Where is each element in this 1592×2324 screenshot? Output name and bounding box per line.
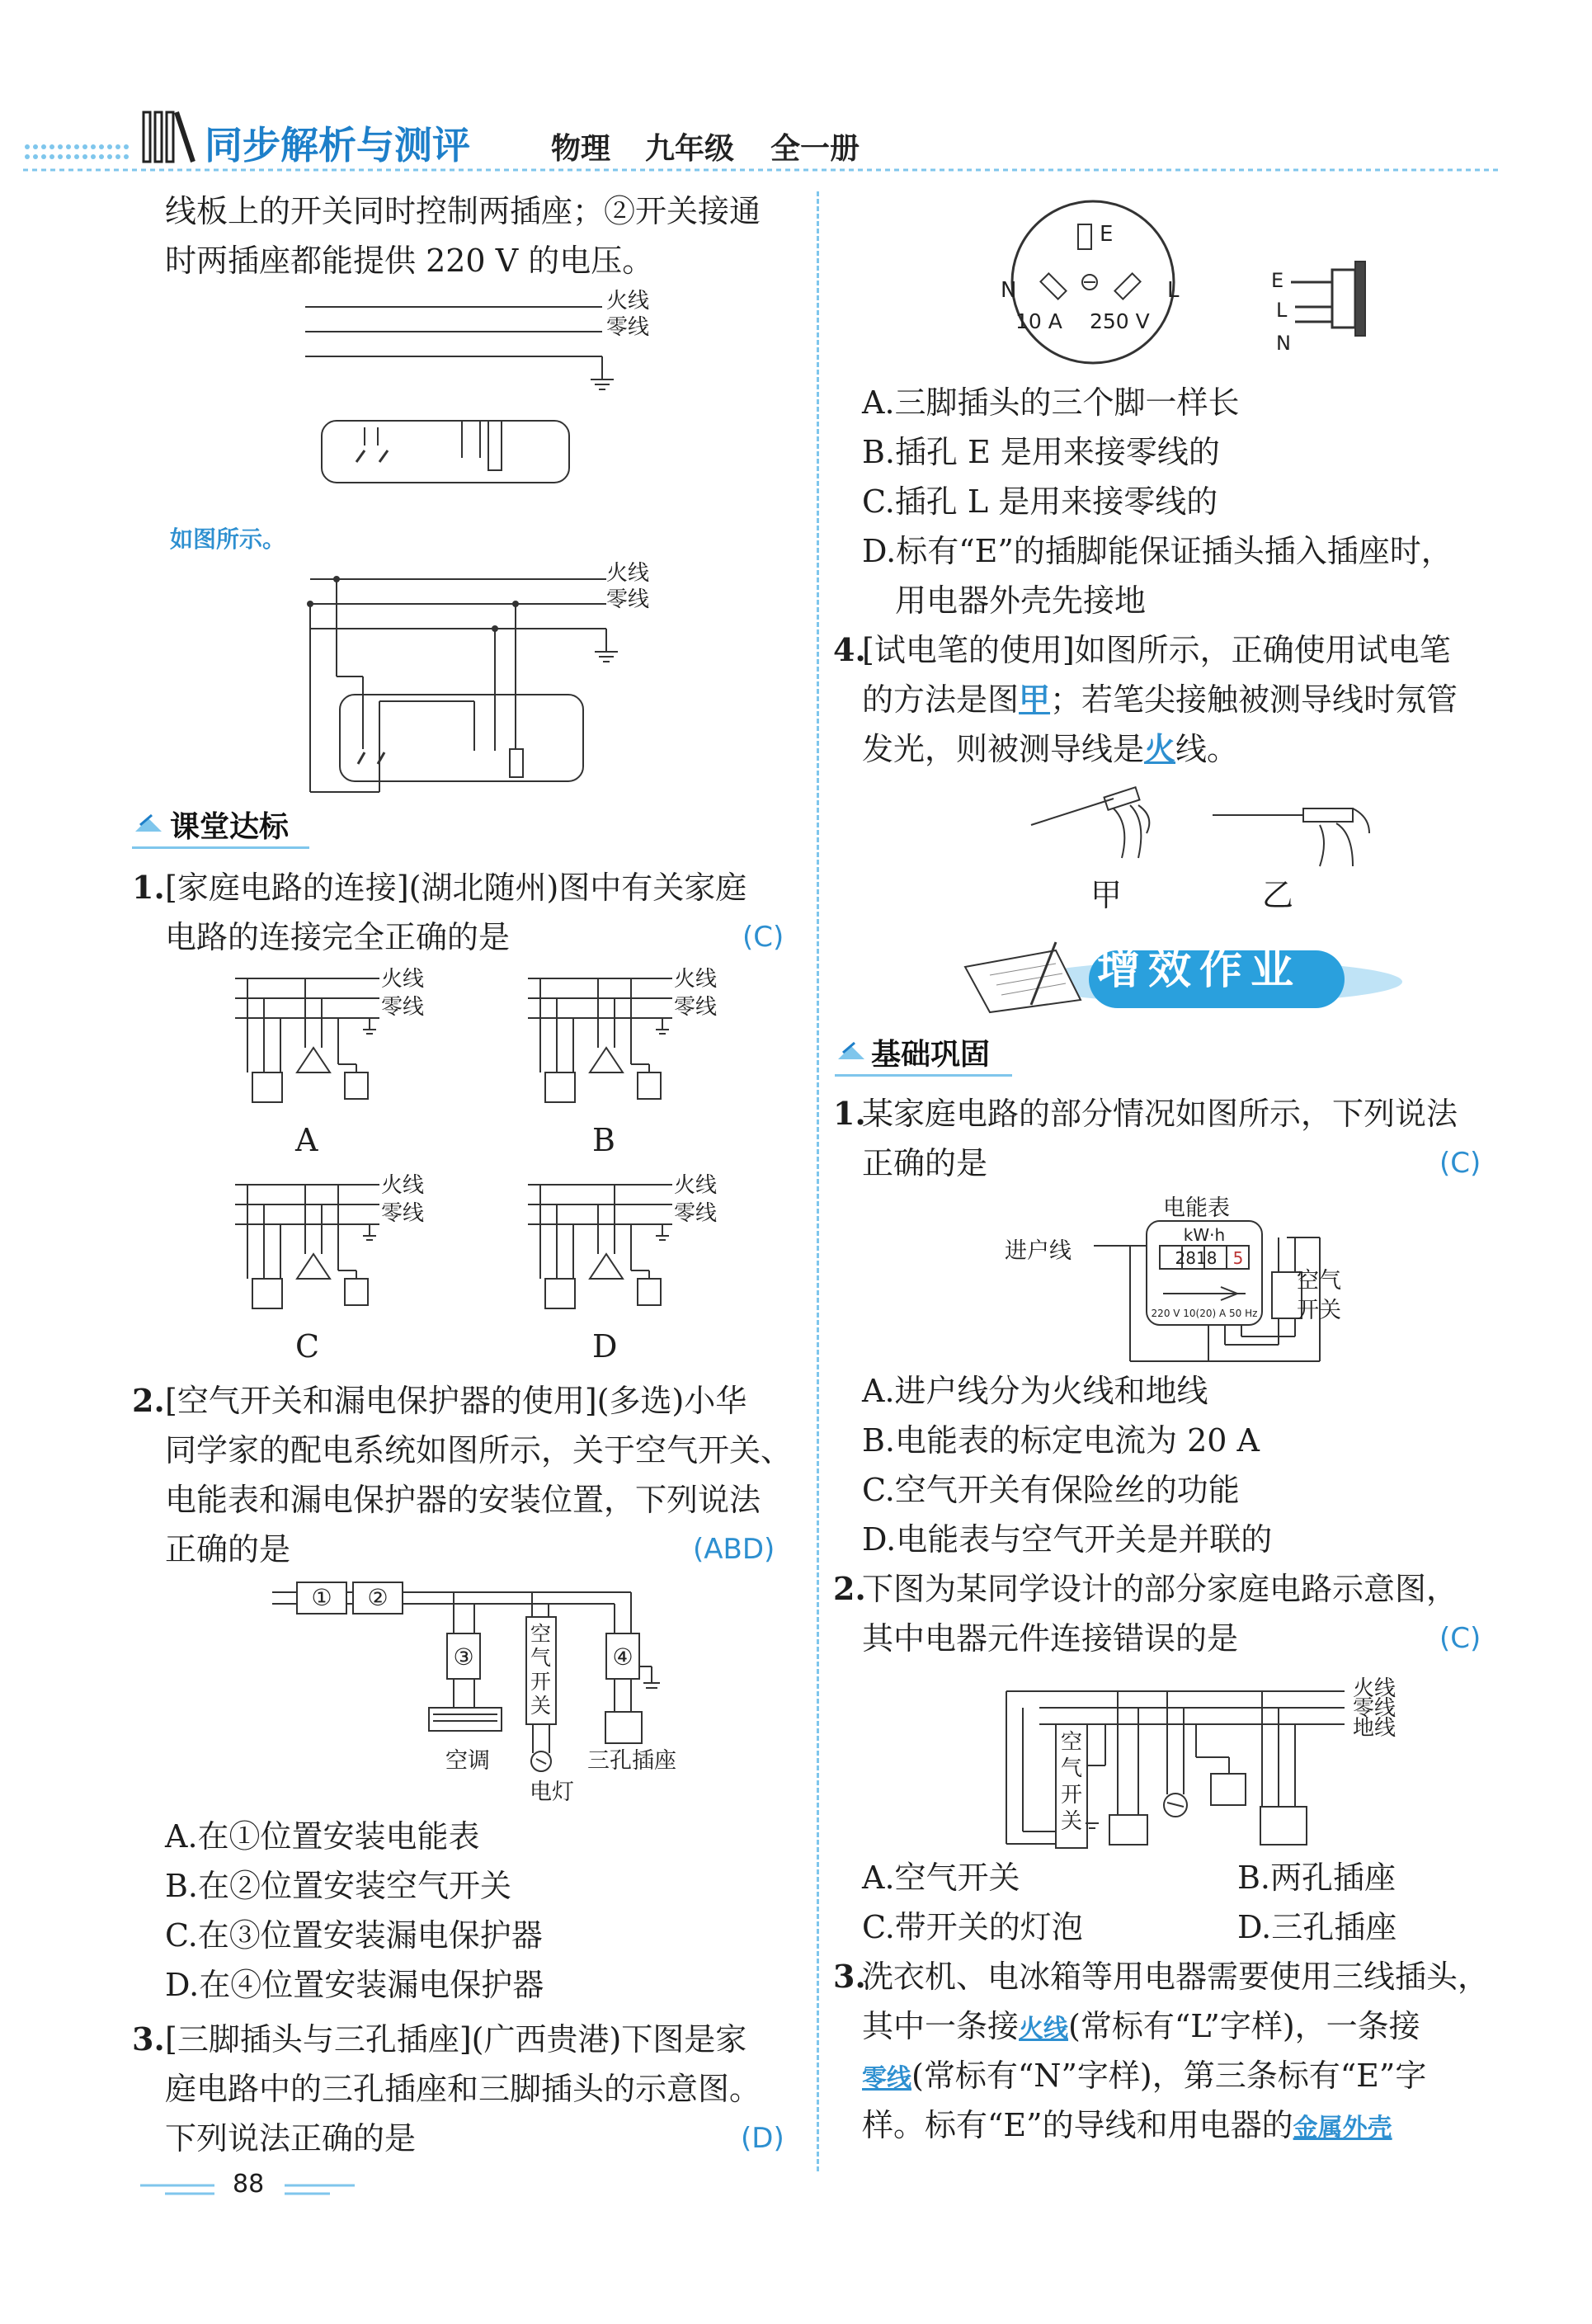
rq3-number: 3. <box>833 1958 866 1995</box>
q3-line-1: [三脚插头与三孔插座](广西贵港)下图是家 <box>165 2021 747 2058</box>
q2-slot-2: ② <box>367 1584 389 1611</box>
q2-line-1: [空气开关和漏电保护器的使用](多选)小华 <box>165 1383 747 1419</box>
q4-caption-yi: 乙 <box>1262 877 1294 913</box>
q4-answer-2: 火 <box>1144 730 1176 767</box>
q1-label-c: C <box>295 1328 320 1365</box>
q2-option-b: B.在②位置安装空气开关 <box>165 1868 512 1904</box>
socket-n-label: N <box>1001 278 1017 303</box>
q2-line-2: 同学家的配电系统如图所示，关于空气开关、 <box>165 1432 793 1468</box>
rq1-meter-digits: 2818 <box>1175 1248 1218 1268</box>
q2-option-c: C.在③位置安装漏电保护器 <box>165 1917 543 1954</box>
book-title: 同步解析与测评 <box>205 123 470 167</box>
q1c-zero-label: 零线 <box>381 1201 425 1226</box>
socket-e-label: E <box>1100 222 1114 247</box>
q3-number: 3. <box>132 2020 165 2058</box>
q4-line-3b: 线。 <box>1175 731 1239 767</box>
socket-plug-diagram <box>986 191 1398 373</box>
rq2-circuit-diagram <box>990 1675 1353 1864</box>
plug-n-label: N <box>1276 332 1291 355</box>
rq1-meter-unit: kW·h <box>1183 1225 1226 1245</box>
q4-number: 4. <box>833 631 866 668</box>
banner-title: 增效作业 <box>1097 945 1302 994</box>
rq3-line-4 <box>862 2100 1392 2153</box>
book-section-icon-2 <box>835 1035 871 1068</box>
q2-slot-3: ③ <box>453 1643 474 1671</box>
rq1-meter-spec: 220 V 10(20) A 50 Hz <box>1151 1308 1258 1319</box>
q2-line-4: 正确的是 <box>165 1531 291 1567</box>
intro-line-1: 线板上的开关同时控制两插座；②开关接通 <box>165 193 761 229</box>
rq1-inlet-label: 进户线 <box>1005 1238 1072 1264</box>
rq2-fire-label: 火线 <box>1353 1676 1397 1701</box>
rq3-line-2 <box>862 2001 1420 2054</box>
grade: 九年级 <box>645 132 735 166</box>
q3-option-a: A.三脚插头的三个脚一样长 <box>862 384 1240 421</box>
rq2-line-1: 下图为某同学设计的部分家庭电路示意图， <box>862 1571 1458 1607</box>
page-number: 88 <box>233 2170 265 2199</box>
section-underline <box>132 846 309 849</box>
q2-distribution-diagram <box>264 1576 693 1815</box>
rq2-line-2: 其中电器元件连接错误的是 <box>862 1620 1239 1657</box>
rq1-line-1: 某家庭电路的部分情况如图所示，下列说法 <box>862 1096 1458 1132</box>
q2-air-switch-label: 空气开关 <box>530 1622 552 1718</box>
q1-option-diagrams <box>223 965 734 1378</box>
rq1-switch-label-2: 开关 <box>1297 1298 1341 1323</box>
column-divider <box>817 191 819 2171</box>
rq3-line-3b: (常标有“N”字样)，第三条标有“E”字 <box>911 2058 1427 2094</box>
q4-line-2b: ；若笔尖接触被测导线时氖管 <box>1050 681 1458 718</box>
q4-line-2 <box>862 675 1458 724</box>
socket-l-label: L <box>1167 278 1180 303</box>
q4-line-3a: 发光，则被测导线是 <box>862 731 1145 767</box>
q2-answer: (ABD) <box>693 1533 775 1566</box>
test-pen-illustration <box>1023 775 1419 874</box>
rq1-option-d: D.电能表与空气开关是并联的 <box>862 1521 1273 1558</box>
section-underline-2 <box>835 1074 1012 1077</box>
rq3-line-3 <box>862 2051 1426 2104</box>
q2-socket-label: 三孔插座 <box>587 1748 676 1774</box>
rq2-zero-label: 零线 <box>1353 1696 1397 1721</box>
q2-option-a: A.在①位置安装电能表 <box>165 1818 480 1855</box>
q1c-fire-label: 火线 <box>381 1173 425 1198</box>
rq2-option-d: D.三孔插座 <box>1237 1909 1397 1945</box>
socket-rating-current: 10 A <box>1015 309 1062 333</box>
rq2-number: 2. <box>833 1570 866 1607</box>
rq3-line-4a: 样。标有“E”的导线和用电器的 <box>862 2107 1293 2143</box>
section-title-basic: 基础巩固 <box>871 1038 991 1072</box>
q4-line-3 <box>862 724 1238 774</box>
rq2-switch-label: 空气开关 <box>1061 1730 1083 1834</box>
rq3-answer-1: 火线 <box>1019 2015 1069 2044</box>
rq1-option-c: C.空气开关有保险丝的功能 <box>862 1472 1240 1508</box>
ans-wire-zero-label: 零线 <box>606 587 650 612</box>
rq1-option-a: A.进户线分为火线和地线 <box>862 1373 1208 1409</box>
plug-e-label: E <box>1271 269 1284 292</box>
books-logo-icon <box>140 106 198 167</box>
rq1-answer: (C) <box>1439 1147 1481 1180</box>
rq3-line-2b: (常标有“L”字样)，一条接 <box>1068 2008 1420 2044</box>
q1-line-2: 电路的连接完全正确的是 <box>165 919 511 955</box>
q1b-zero-label: 零线 <box>674 995 718 1020</box>
q2-ac-label: 空调 <box>445 1748 490 1774</box>
q3-option-c: C.插孔 L 是用来接零线的 <box>862 483 1218 520</box>
wire-zero-label: 零线 <box>606 315 650 340</box>
q2-slot-4: ④ <box>612 1643 634 1671</box>
plug-l-label: L <box>1276 299 1288 322</box>
q3-line-3: 下列说法正确的是 <box>165 2120 417 2157</box>
q1d-zero-label: 零线 <box>674 1201 718 1226</box>
q1d-fire-label: 火线 <box>674 1173 718 1198</box>
rq1-meter-last-digit: 5 <box>1232 1248 1244 1268</box>
rq3-line-2a: 其中一条接 <box>862 2008 1020 2044</box>
q1-label-d: D <box>592 1328 618 1365</box>
q3-option-b: B.插孔 E 是用来接零线的 <box>862 434 1220 470</box>
q1-number: 1. <box>132 869 165 906</box>
rq3-line-1: 洗衣机、电冰箱等用电器需要使用三线插头， <box>862 1959 1490 1995</box>
q1a-zero-label: 零线 <box>381 995 425 1020</box>
rq1-option-b: B.电能表的标定电流为 20 A <box>862 1422 1260 1459</box>
ans-wire-fire-label: 火线 <box>606 561 650 586</box>
q4-caption-jia: 甲 <box>1090 877 1123 913</box>
rq1-line-2: 正确的是 <box>862 1145 988 1181</box>
section-title-classroom: 课堂达标 <box>170 810 290 844</box>
rq2-option-c: C.带开关的灯泡 <box>862 1909 1083 1945</box>
subject: 物理 <box>551 132 611 166</box>
q1-label-a: A <box>295 1122 318 1158</box>
q2-option-d: D.在④位置安装漏电保护器 <box>165 1967 544 2003</box>
q4-answer-1: 甲 <box>1019 681 1051 718</box>
q1b-fire-label: 火线 <box>674 967 718 992</box>
rq2-earth-label: 地线 <box>1353 1716 1397 1741</box>
wire-fire-label: 火线 <box>606 289 650 313</box>
rq1-switch-label-1: 空气 <box>1297 1268 1341 1294</box>
q4-line-1: [试电笔的使用]如图所示，正确使用试电笔 <box>862 632 1451 668</box>
rq3-answer-3: 金属外壳 <box>1293 2114 1392 2143</box>
q1-answer: (C) <box>742 921 784 954</box>
q3-option-d-cont: 用电器外壳先接地 <box>895 582 1147 619</box>
rq2-option-a: A.空气开关 <box>862 1860 1020 1896</box>
rq1-meter-label: 电能表 <box>1163 1195 1230 1221</box>
q2-slot-1: ① <box>311 1584 332 1611</box>
rq2-answer: (C) <box>1439 1622 1481 1655</box>
q2-line-3: 电能表和漏电保护器的安装位置，下列说法 <box>165 1482 761 1518</box>
rq1-number: 1. <box>833 1095 866 1132</box>
rq3-answer-2: 零线 <box>862 2064 911 2093</box>
q2-number: 2. <box>132 1382 165 1419</box>
answer-note: 如图所示。 <box>170 526 286 553</box>
socket-rating-voltage: 250 V <box>1090 309 1150 333</box>
volume: 全一册 <box>770 132 860 166</box>
rq2-option-b: B.两孔插座 <box>1237 1860 1397 1896</box>
q2-lamp-label: 电灯 <box>530 1780 574 1805</box>
q1-label-b: B <box>592 1122 615 1158</box>
q1-line-1: [家庭电路的连接](湖北随州)图中有关家庭 <box>165 870 747 906</box>
q1a-fire-label: 火线 <box>381 967 425 992</box>
book-section-icon <box>132 807 168 840</box>
q3-option-d: D.标有“E”的插脚能保证插头插入插座时， <box>862 533 1453 569</box>
intro-line-2: 时两插座都能提供 220 V 的电压。 <box>165 243 654 279</box>
q4-line-2a: 的方法是图 <box>862 681 1020 718</box>
q3-answer: (D) <box>741 2122 784 2155</box>
q3-line-2: 庭电路中的三孔插座和三脚插头的示意图。 <box>165 2071 761 2107</box>
